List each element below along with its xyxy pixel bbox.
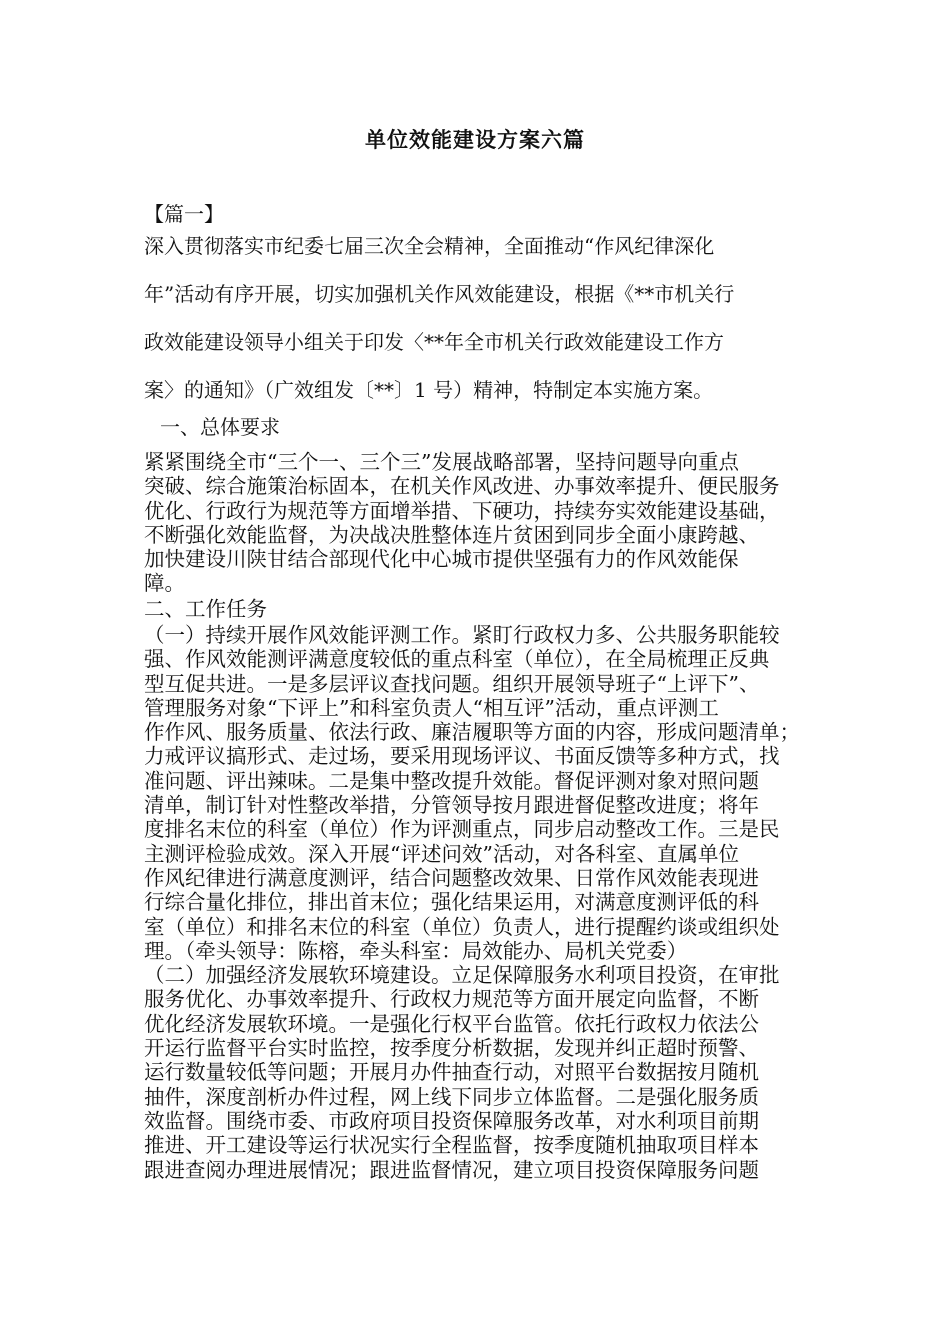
text-line: 不断强化效能监督，为决战决胜整体连片贫困到同步全面小康跨越、 xyxy=(144,522,759,547)
text-line: 作风纪律进行满意度测评，结合问题整改效果、日常作风效能表现进 xyxy=(144,865,759,890)
text-line: 度排名末位的科室（单位）作为评测重点，同步启动整改工作。三是民 xyxy=(144,817,780,842)
intro-line: 深入贯彻落实市纪委七届三次全会精神，全面推动“作风纪律深化 xyxy=(144,234,715,258)
text-line: 优化、行政行为规范等方面增举措、下硬功，持续夯实效能建设基础， xyxy=(144,498,780,523)
text-line: 型互促共进。一是多层评议查找问题。组织开展领导班子“上评下”、 xyxy=(144,671,760,696)
text-line: （一）持续开展作风效能评测工作。紧盯行政权力多、公共服务职能较 xyxy=(144,623,780,647)
text-line: 室（单位）和排名末位的科室（单位）负责人，进行提醒约谈或组织处 xyxy=(144,914,780,939)
text-line: 准问题、评出辣味。二是集中整改提升效能。督促评测对象对照问题 xyxy=(144,768,759,793)
text-line: 运行数量较低等问题；开展月办件抽查行动，对照平台数据按月随机 xyxy=(144,1060,759,1085)
text-line: 清单，制订针对性整改举措，分管领导按月跟进督促整改进度；将年 xyxy=(144,793,759,818)
intro-line: 政效能建设领导小组关于印发〈**年全市机关行政效能建设工作方 xyxy=(144,330,724,354)
text-line: 抽件，深度剖析办件过程，网上线下同步立体监督。二是强化服务质 xyxy=(144,1084,759,1109)
paragraph-work-tasks xyxy=(144,623,816,1182)
intro-line: 案〉的通知》（广效组发〔**〕1 号）精神，特制定本实施方案。 xyxy=(144,378,714,402)
text-line: 力戒评议搞形式、走过场，要采用现场评议、书面反馈等多种方式，找 xyxy=(144,744,780,769)
text-line: 行综合量化排位，排出首末位；强化结果运用，对满意度测评低的科 xyxy=(144,890,759,915)
text-line: 加快建设川陕甘结合部现代化中心城市提供坚强有力的作风效能保 xyxy=(144,547,739,572)
intro-paragraph xyxy=(144,222,824,414)
section-label: 【篇一】 xyxy=(144,202,224,226)
text-line: 突破、综合施策治标固本，在机关作风改进、办事效率提升、便民服务 xyxy=(144,474,780,499)
document-title: 单位效能建设方案六篇 xyxy=(365,128,585,152)
text-line: 优化经济发展软环境。一是强化行权平台监管。依托行政权力依法公 xyxy=(144,1011,759,1036)
text-line: 服务优化、办事效率提升、行政权力规范等方面开展定向监督，不断 xyxy=(144,987,759,1012)
text-line: 障。 xyxy=(144,571,185,596)
text-line: 强、作风效能测评满意度较低的重点科室（单位），在全局梳理正反典 xyxy=(144,647,770,672)
text-line: 管理服务对象“下评上”和科室负责人“相互评”活动，重点评测工 xyxy=(144,695,719,720)
text-line: 主测评检验成效。深入开展“评述问效”活动，对各科室、直属单位 xyxy=(144,841,739,866)
text-line: 作作风、服务质量、依法行政、廉洁履职等方面的内容，形成问题清单； xyxy=(144,720,800,745)
text-line: 跟进查阅办理进展情况；跟进监督情况，建立项目投资保障服务问题 xyxy=(144,1157,759,1182)
paragraph-general-requirements xyxy=(144,450,816,596)
text-line: （二）加强经济发展软环境建设。立足保障服务水利项目投资，在审批 xyxy=(144,963,780,988)
heading-general-requirements: 一、总体要求 xyxy=(160,415,280,439)
text-line: 理。（牵头领导：陈榕，牵头科室：局效能办、局机关党委） xyxy=(144,938,688,963)
text-line: 推进、开工建设等运行状况实行全程监督，按季度随机抽取项目样本 xyxy=(144,1133,759,1158)
text-line: 开运行监督平台实时监控，按季度分析数据，发现并纠正超时预警、 xyxy=(144,1036,759,1061)
text-line: 紧紧围绕全市“三个一、三个三”发展战略部署，坚持问题导向重点 xyxy=(144,450,739,474)
heading-work-tasks: 二、工作任务 xyxy=(144,597,267,621)
text-line: 效监督。围绕市委、市政府项目投资保障服务改革，对水利项目前期 xyxy=(144,1108,759,1133)
intro-line: 年”活动有序开展，切实加强机关作风效能建设，根据《**市机关行 xyxy=(144,282,735,306)
